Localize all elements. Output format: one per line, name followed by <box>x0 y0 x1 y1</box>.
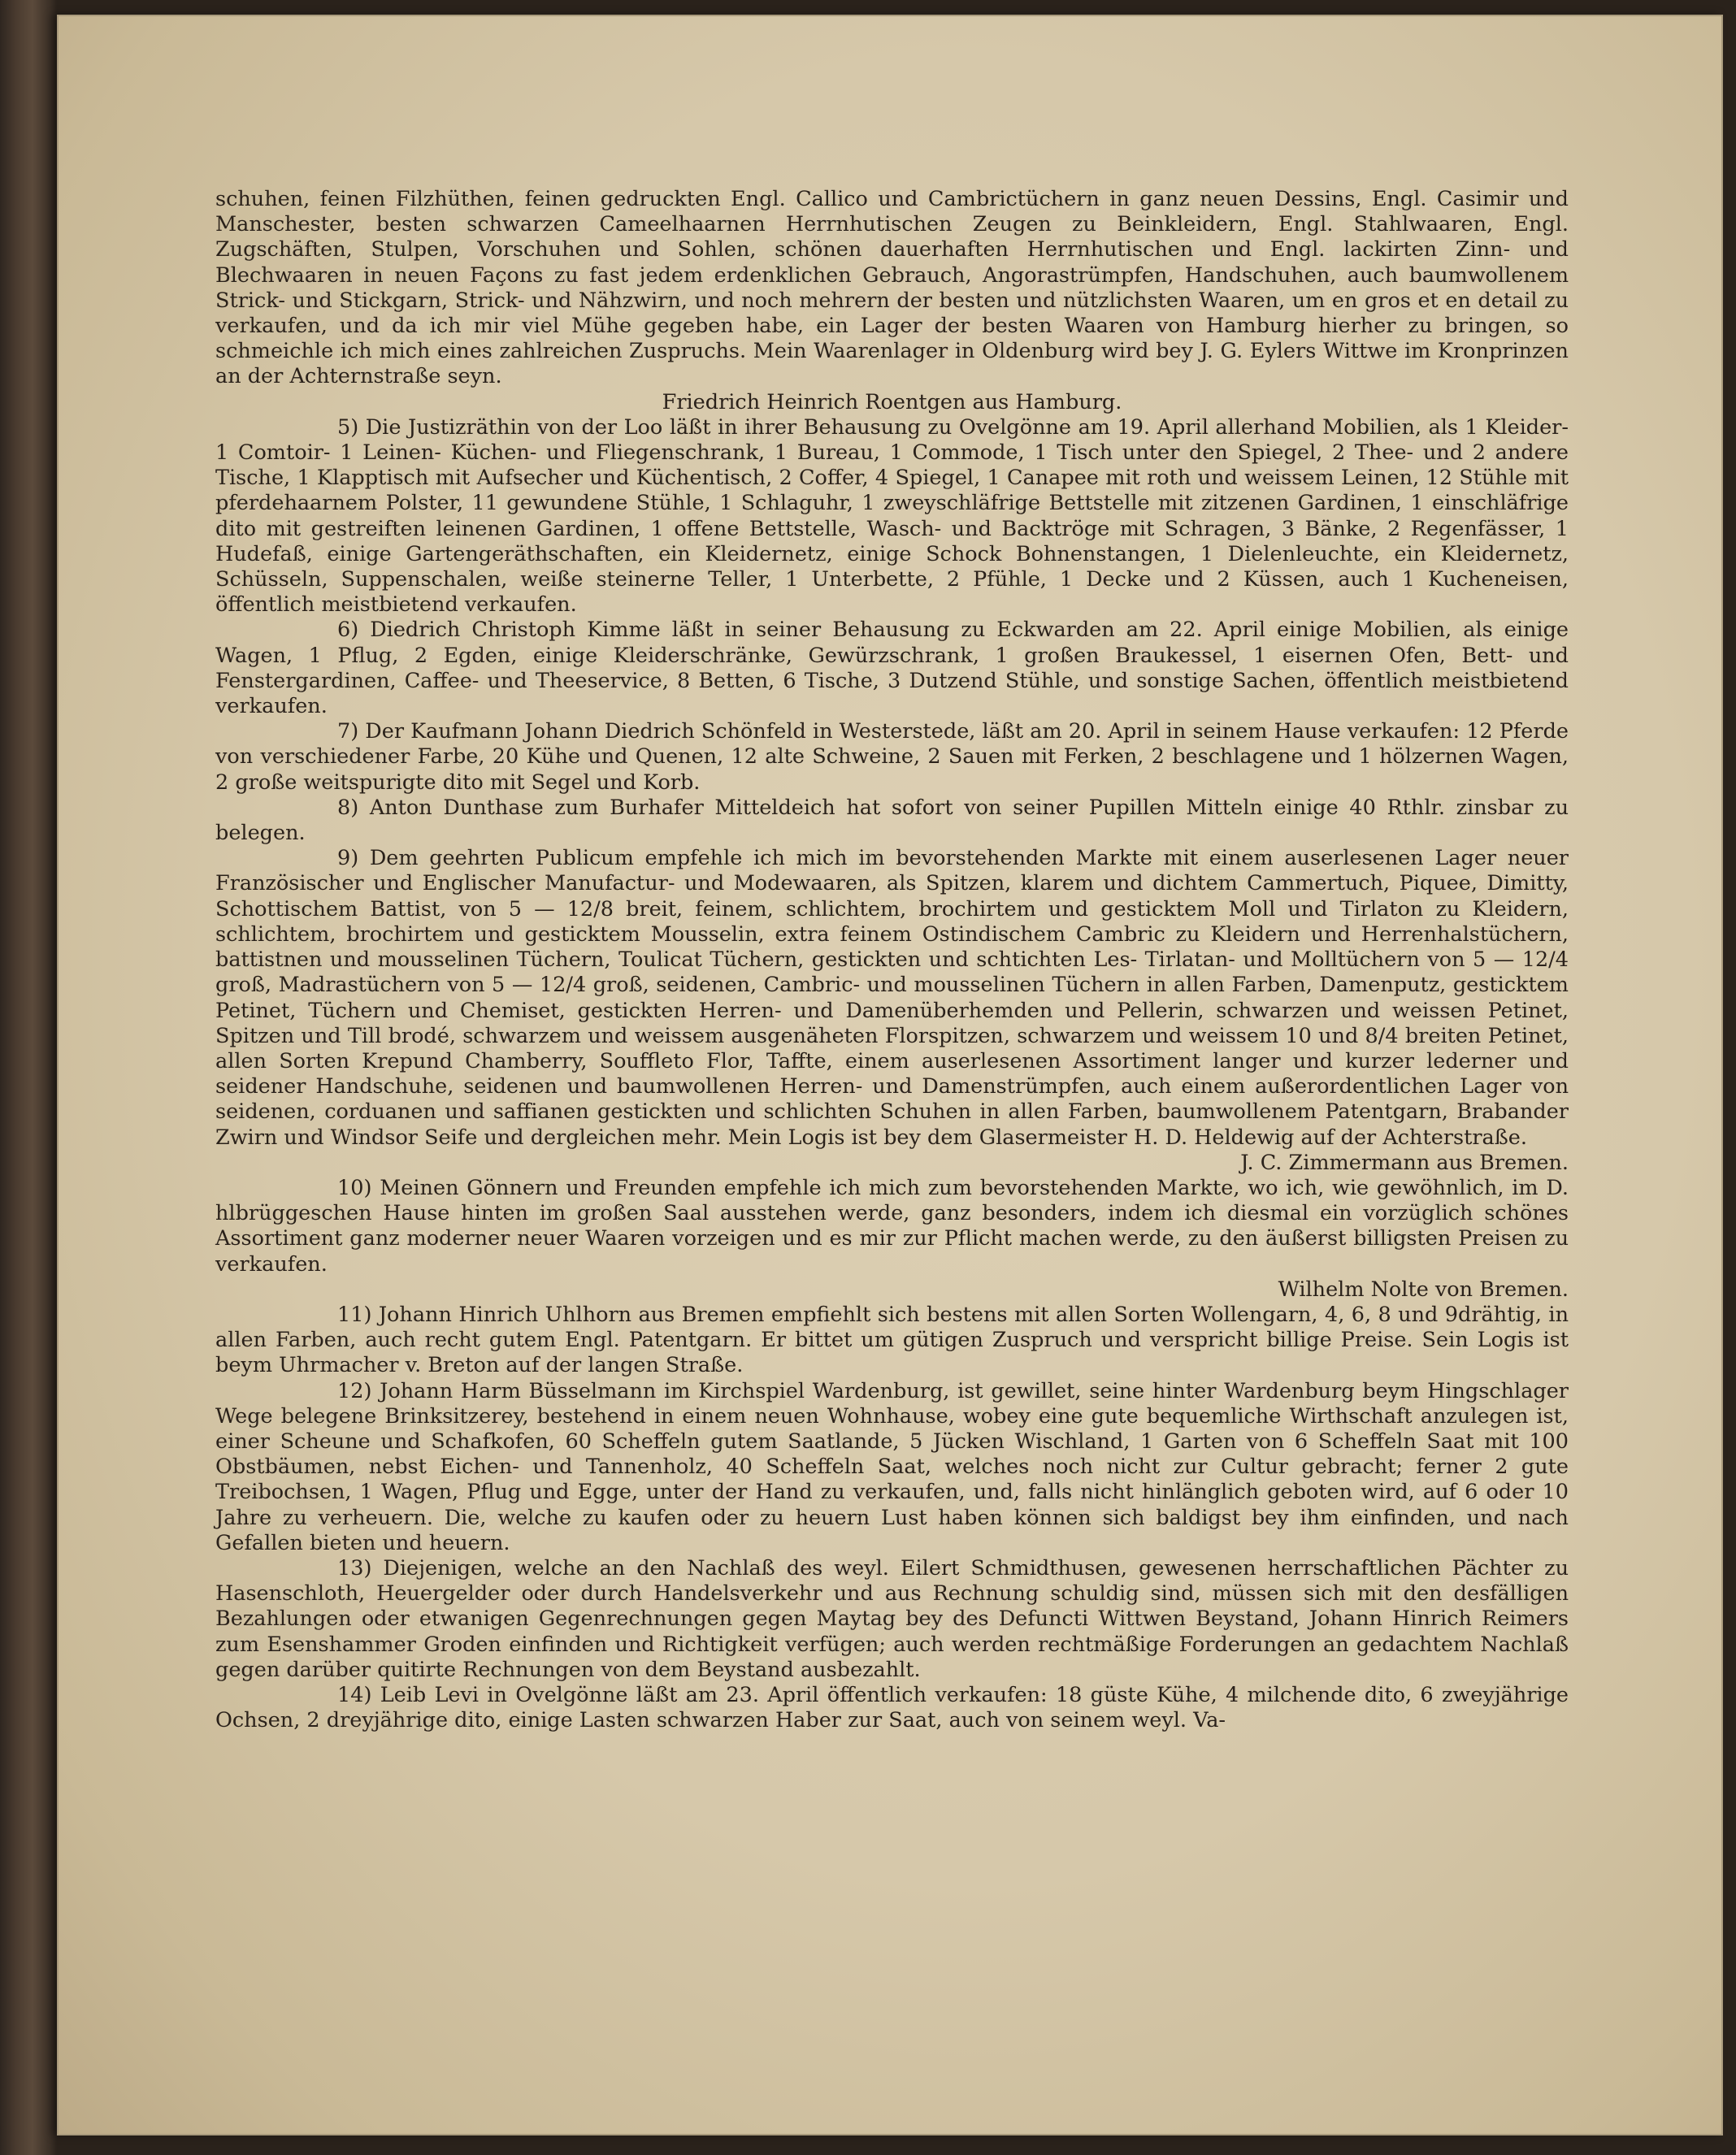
advertisement-entry: 5) Die Justizräthin von der Loo läßt in ihrer Behausung zu Ovelgönne am 19. April allerhand Mobilien, als 1 Kleider- 1 Comtoir- 1 Leinen- Küchen- und Fliegenschrank, 1 Bureau, 1 Commode, 1 Tisch unter den Spiegel, 2 Thee- und 2 andere Tische, 1 Klapptisch mit Aufsecher und Küchentisch, 2 Coffer, 4 Spiegel, 1 Canapee mit roth und weissem Leinen, 12 Stühle mit pferdehaarnem Polster, 11 gewundene Stühle, 1 Schlaguhr, 1 zweyschläfrige Bettstelle mit zitzenen Gardinen, 1 einschläfrige dito mit gestreiften leinenen Gardinen, 1 offene Bettstelle, Wasch- und Backtröge mit Schragen, 3 Bänke, 2 Regenfässer, 1 Hudefaß, einige Gartengeräthschaften, ein Kleidernetz, einige Schock Bohnenstangen, 1 Dielenleuchte, ein Kleidernetz, Schüsseln, Suppenschalen, weiße steinerne Teller, 1 Unterbette, 2 Pfühle, 1 Decke und 2 Küssen, auch 1 Kucheneisen, öffentlich meistbietend verkaufen. <box>215 414 1569 618</box>
text-paragraph: schuhen, feinen Filzhüthen, feinen gedruckten Engl. Callico und Cambrictüchern in ganz neuen Dessins, Engl. Casimir und Manschester, besten schwarzen Cameelhaarnen Herrnhutischen Zeugen zu Beinkleidern, Engl. Stahlwaaren, Engl. Zugschäften, Stulpen, Vorschuhen und Sohlen, schönen dauerhaften Herrnhutischen und Engl. lackirten Zinn- und Blechwaaren in neuen Façons zu fast jedem erdenklichen Gebrauch, Angorastrümpfen, Handschuhen, auch baumwollenem Strick- und Stickgarn, Strick- und Nähzwirn, und noch mehrern der besten und nützlichsten Waaren, um en gros et en detail zu verkaufen, und da ich mir viel Mühe gegeben habe, ein Lager der besten Waaren von Hamburg hierher zu bringen, so schmeichle ich mich eines zahlreichen Zuspruchs. Mein Waarenlager in Oldenburg wird bey J. G. Eylers Wittwe im Kronprinzen an der Achternstraße seyn. <box>215 187 1569 389</box>
page-text <box>215 187 1569 1733</box>
advertisement-entry: 13) Diejenigen, welche an den Nachlaß des weyl. Eilert Schmidthusen, gewesenen herrschaftlichen Pächter zu Hasenschloth, Heuergelder oder durch Handelsverkehr und aus Rechnung schuldig sind, müssen sich mit den desfälligen Bezahlungen oder etwanigen Gegenrechnungen gegen Maytag bey des Defuncti Wittwen Beystand, Johann Hinrich Reimers zum Esenshammer Groden einfinden und Richtigkeit verfügen; auch werden rechtmäßige Forderungen an gedachtem Nachlaß gegen darüber quitirte Rechnungen von dem Beystand ausbezahlt. <box>215 1555 1569 1682</box>
advertiser-signature: Friedrich Heinrich Roentgen aus Hamburg. <box>662 389 1122 414</box>
advertisement-entry: 8) Anton Dunthase zum Burhafer Mitteldeich hat sofort von seiner Pupillen Mitteln einige 40 Rthlr. zinsbar zu belegen. <box>215 795 1569 846</box>
advertisement-entry: 12) Johann Harm Büsselmann im Kirchspiel Wardenburg, ist gewillet, seine hinter Wardenburg beym Hingschlager Wege belegene Brinksitzerey, bestehend in einem neuen Wohnhause, wobey eine gute bequemliche Wirthschaft anzulegen ist, einer Scheune und Schafkofen, 60 Scheffeln gutem Saatlande, 5 Jücken Wischland, 1 Garten von 6 Scheffeln Saat mit 100 Obstbäumen, nebst Eichen- und Tannenholz, 40 Scheffeln Saat, welches noch nicht zur Cultur gebracht; ferner 2 gute Treibochsen, 1 Wagen, Pflug und Egge, unter der Hand zu verkaufen, und, falls nicht hinlänglich geboten wird, auf 6 oder 10 Jahre zu verheuern. Die, welche zu kaufen oder zu heuern Lust haben können sich baldigst bey ihm einfinden, und nach Gefallen bieten und heuern. <box>215 1378 1569 1555</box>
advertisement-entry: 10) Meinen Gönnern und Freunden empfehle ich mich zum bevorstehenden Markte, wo ich, wie gewöhnlich, im D. hlbrüggeschen Hause hinten im großen Saal ausstehen werde, ganz besonders, indem ich diesmal ein vorzüglich schönes Assortiment ganz moderner neuer Waaren vorzeigen und es mir zur Pflicht machen werde, zu den äußerst billigsten Preisen zu verkaufen. <box>215 1175 1569 1277</box>
advertisement-entry: 14) Leib Levi in Ovelgönne läßt am 23. April öffentlich verkaufen: 18 güste Kühe, 4 milchende dito, 6 zweyjährige Ochsen, 2 dreyjährige dito, einige Lasten schwarzen Haber zur Saat, auch von seinem weyl. Va- <box>215 1682 1569 1733</box>
advertisement-entry: 7) Der Kaufmann Johann Diedrich Schönfeld in Westerstede, läßt am 20. April in seinem Hause verkaufen: 12 Pferde von verschiedener Farbe, 20 Kühe und Quenen, 12 alte Schweine, 2 Sauen mit Ferken, 2 beschlagene und 1 hölzernen Wagen, 2 große weitspurigte dito mit Segel und Korb. <box>215 719 1569 795</box>
advertiser-signature: J. C. Zimmermann aus Bremen. <box>1240 1150 1569 1175</box>
document-page <box>57 15 1723 2135</box>
advertisement-entry: 9) Dem geehrten Publicum empfehle ich mich im bevorstehenden Markte mit einem auserlesenen Lager neuer Französischer und Englischer Manufactur- und Modewaaren, als Spitzen, klarem und dichtem Cammertuch, Piquee, Dimitty, Schottischem Battist, von 5 — 12/8 breit, feinem, schlichtem, brochirtem und gesticktem Moll und Tirlaton zu Kleidern, schlichtem, brochirtem und gesticktem Mousselin, extra feinem Ostindischem Cambric zu Kleidern und Herrenhalstüchern, battistnen und mousselinen Tüchern, Toulicat Tüchern, gestickten und schtichten Les- Tirlatan- und Molltüchern von 5 — 12/4 groß, Madrastüchern von 5 — 12/4 groß, seidenen, Cambric- und mousselinen Tüchern in allen Farben, Damenputz, gesticktem Petinet, Tüchern und Chemiset, gestickten Herren- und Damenüberhemden und Pellerin, schwarzen und weissen Petinet, Spitzen und Till brodé, schwarzem und weissem ausgenäheten Florspitzen, schwarzem und weissem 10 und 8/4 breiten Petinet, allen Sorten Krepund Chamberry, Souffleto Flor, Taffte, einem auserlesenen Assortiment langer und kurzer lederner und seidener Handschuhe, seidenen und baumwollenen Herren- und Damenstrümpfen, auch einem außerordentlichen Lager von seidenen, corduanen und saffianen gestickten und schlichten Schuhen in allen Farben, baumwollenem Patentgarn, Brabander Zwirn und Windsor Seife und dergleichen mehr. Mein Logis ist bey dem Glasermeister H. D. Heldewig auf der Achterstraße. <box>215 846 1569 1150</box>
advertiser-signature: Wilhelm Nolte von Bremen. <box>1278 1277 1569 1302</box>
advertisement-entry: 6) Diedrich Christoph Kimme läßt in seiner Behausung zu Eckwarden am 22. April einige Mobilien, als einige Wagen, 1 Pflug, 2 Egden, einige Kleiderschränke, Gewürzschrank, 1 großen Braukessel, 1 eisernen Ofen, Bett- und Fenstergardinen, Caffee- und Theeservice, 8 Betten, 6 Tische, 3 Dutzend Stühle, und sonstige Sachen, öffentlich meistbietend verkaufen. <box>215 618 1569 719</box>
advertisement-entry: 11) Johann Hinrich Uhlhorn aus Bremen empfiehlt sich bestens mit allen Sorten Wollengarn, 4, 6, 8 und 9drähtig, in allen Farben, auch recht gutem Engl. Patentgarn. Er bittet um gütigen Zuspruch und verspricht billige Preise. Sein Logis ist beym Uhrmacher v. Breton auf der langen Straße. <box>215 1302 1569 1378</box>
